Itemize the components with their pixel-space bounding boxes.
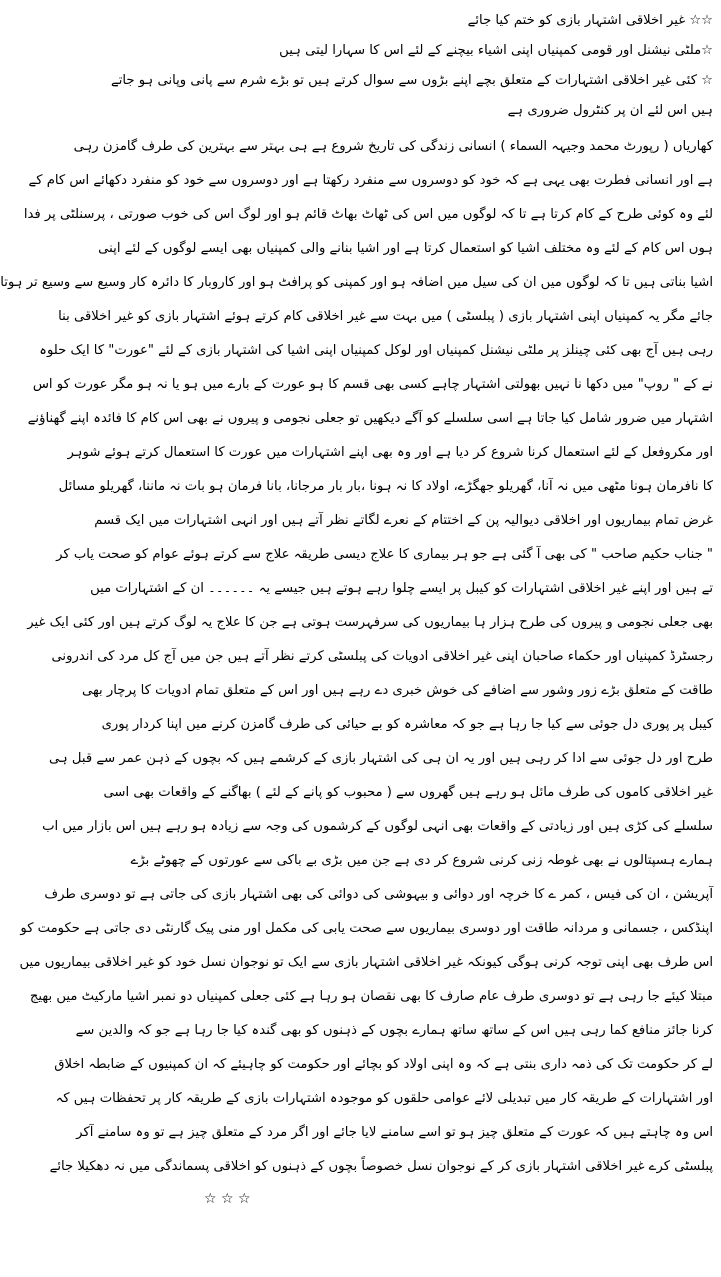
body-line: آپریشن ، ان کی فیس ، کمر ے کا خرچہ اور دوائی و بیہوشی کی دوائی کی بھی اشتہار بازی کی جاتی ہے تو دوسری طرف bbox=[44, 887, 713, 902]
body-line: غرض تمام بیماریوں اور اخلاقی دیوالیہ پن کے اختتام کے نعرے لگاتے نظر آتے ہیں اور انہی اشتہارات میں ایک قسم bbox=[94, 513, 713, 528]
body-line: رہی ہیں آج بھی کئی چینلز پر ملٹی نیشنل کمپنیاں اور لوکل کمپنیاں اپنی اشیا کی اشتہار بازی کے لئے "عورت" کا ایک حلوہ bbox=[39, 343, 713, 358]
body-line: ہوں اس کام کے لئے وہ مختلف اشیا کو استعمال کرتا ہے اور اشیا بنانے والی کمپنیاں بھی ایسے لوگوں کے لئے اپنی bbox=[98, 241, 713, 256]
body-line: طرح اور دل جوئی سے ادا کر رہی ہیں اور یہ ان ہی کی اشتہار بازی کے کرشمے ہیں کہ بچوں کے ذہن عمر سے قبل ہی bbox=[48, 751, 713, 766]
body-line: اس وہ چاہتے ہیں کہ عورت کے متعلق چیز ہو تو اسے سامنے لایا جائے اور اگر مرد کے متعلق چیز ہے تو وہ سامنے آکر bbox=[76, 1125, 713, 1140]
body-line: جائے مگر یہ کمپنیاں اپنی اشتہار بازی ( پبلسٹی ) میں بہت سے غیر اخلاقی کام کرتے ہوئے اشتہار بازی کو غیر اخلاقی بنا bbox=[58, 309, 713, 324]
body-line: اور اشتہارات کے طریقہ کار میں تبدیلی لائے عوامی حلقوں کو موجودہ اشتہارات بازی کے طریقہ کار پر تحفظات ہیں کہ bbox=[55, 1091, 713, 1106]
body-line: کرنا جائز منافع کما رہی ہیں اس کے ساتھ ساتھ ہمارے بچوں کے ذہنوں کو بھی گندہ کیا جا رہا ہے جو کہ والدین سے bbox=[75, 1023, 713, 1038]
body-line: نے کے " روپ" میں دکھا نا نہیں بھولتی اشتہار چاہے کسی بھی قسم کا ہو عورت کے بارے میں ہو یا نہ ہو مگر عورت کو اس bbox=[32, 377, 713, 392]
article-body bbox=[0, 130, 713, 1184]
headline-main: ☆☆ غیر اخلاقی اشتہار بازی کو ختم کیا جائے bbox=[467, 13, 713, 28]
body-line: ہے اور انسانی فطرت بھی یہی ہے کہ خود کو دوسروں سے منفرد رکھتا ہے اور دوسروں سے خود کو منفرد دکھائے اس کام کے bbox=[28, 173, 713, 188]
body-line: لے کر حکومت تک کی ذمہ داری بنتی ہے کہ وہ اپنی اولاد کو بچائے اور حکومت کو چاہیئے کہ ان کمپنیوں کے ضابطہ اخلاق bbox=[54, 1057, 713, 1072]
body-line: اشتہار میں ضرور شامل کیا جاتا ہے اسی سلسلے کو آگے دیکھیں تو جعلی نجومی و پیروں نے بھی اس کام کا فائدہ اپنے گھناؤنے bbox=[27, 411, 713, 426]
body-line: رجسٹرڈ کمپنیاں اور حکماء صاحبان اپنی غیر اخلاقی ادویات کی پبلسٹی کرتے نظر آتے ہیں جن میں آج کل مرد کی اندرونی bbox=[51, 649, 713, 664]
body-line: اور مکروفعل کے لئے استعمال کرنا شروع کر دیا ہے اور وہ بھی اپنے اشتہارات میں عورت کا استعمال کرتے ہوئے شوہر bbox=[67, 445, 713, 460]
headline-sub-2-continued: ہیں اس لئے ان پر کنٹرول ضروری ہے bbox=[507, 103, 713, 118]
body-line: ہمارے ہسپتالوں نے بھی غوطہ زنی کرنی شروع کر دی ہے جن میں بڑی بے باکی سے عورتوں کے چھوٹے بڑے bbox=[130, 853, 713, 868]
body-line: تے ہیں اور اپنے غیر اخلاقی اشتہارات کو کیبل پر ایسے چلوا رہے ہوتے ہیں جیسے یہ ۔۔۔۔۔۔ ان کے اشتہارات میں bbox=[90, 581, 713, 596]
headline-sub-1: ☆ملٹی نیشنل اور قومی کمپنیاں اپنی اشیاء بیچنے کے لئے اس کا سہارا لیتی ہیں bbox=[279, 43, 713, 58]
body-line: مبتلا کیئے جا رہی ہے تو دوسری طرف عام صارف کا بھی نقصان ہو رہا ہے کئی جعلی کمپنیاں دو نمبر اشیا مارکیٹ میں بھیج bbox=[29, 989, 713, 1004]
body-line: اشیا بناتی ہیں تا کہ لوگوں میں ان کی سیل میں اضافہ ہو اور کمپنی کو پرافٹ ہو اور کاروبار کا دائرہ کار وسیع سے وسیع تر ہوتا bbox=[0, 275, 713, 290]
body-line: کا نافرمان ہونا مٹھی میں نہ آنا، گھریلو جھگڑے، اولاد کا نہ ہونا ،بار بار مرجانا، بانا فرمان ہو بات نہ ماننا، گھریلو مسائل bbox=[58, 479, 713, 494]
body-line: بھی جعلی نجومی و پیروں کی طرح ہزار ہا بیماریوں کی سرفہرست ہوتی ہے جن کا علاج یہ لوگ کرتے ہیں اور کئی ایک غیر bbox=[27, 615, 713, 630]
body-line: غیر اخلاقی کاموں کی طرف مائل ہو رہے ہیں گھروں سے ( محبوب کو پانے کے لئے ) بھاگنے کے واقعات بھی اسی bbox=[103, 785, 713, 800]
article-headlines bbox=[110, 6, 713, 126]
body-line: پبلسٹی کرے غیر اخلاقی اشتہار بازی کر کے نوجوان نسل خصوصاً بچوں کے ذہنوں کو اخلاقی پسماندگی میں نہ دھکیلا جائے bbox=[49, 1159, 713, 1174]
body-line: سلسلے کی کڑی ہیں اور زیادتی کے واقعات بھی انہی لوگوں کے کرشموں کی وجہ سے زیادہ ہو رہے ہیں اس بازار میں اب bbox=[42, 819, 713, 834]
body-line: اس طرف بھی اپنی توجہ کرنی ہوگی کیونکہ غیر اخلاقی اشتہار بازی سے ایک تو نوجوان نسل خود کو غیر اخلاقی بیماریوں میں bbox=[19, 955, 713, 970]
body-line: اپنڈکس ، جسمانی و مردانہ طاقت اور دوسری بیماریوں سے صحت یابی کی مکمل اور منی پیک گارنٹی دی جاتی ہے حکومت کو bbox=[20, 921, 713, 936]
body-line: لئے وہ کوئی طرح کے کام کرتا ہے تا کہ لوگوں میں اس کی ٹھاٹ بھاٹ قائم ہو اور لوگ اس کی خوب صورتی ، پرسنلٹی پر فدا bbox=[23, 207, 713, 222]
body-line: " جناب حکیم صاحب " کی بھی آ گئی ہے جو ہر بیماری کا علاج دیسی طریقہ علاج سے کرتے ہوئے عوام کو صحت یاب کر bbox=[56, 547, 713, 562]
body-line: کھاریاں ( رپورٹ محمد وجیہہ السماء ) انسانی زندگی کی تاریخ شروع ہے ہی بہتر سے بہترین کی طرف گامزن رہی bbox=[73, 139, 713, 154]
closing-stars: ☆ ☆ ☆ bbox=[204, 1191, 251, 1207]
body-line: کیبل پر پوری دل جوئی سے کیا جا رہا ہے جو کہ معاشرہ کو بے حیائی کی طرف گامزن کرنے میں اپنا کردار پوری bbox=[101, 717, 713, 732]
headline-sub-2: ☆ کئی غیر اخلاقی اشتہارات کے متعلق بچے اپنے بڑوں سے سوال کرتے ہیں تو بڑے شرم سے پانی وپانی ہو جاتے bbox=[110, 73, 713, 88]
body-line: طاقت کے متعلق بڑے زور وشور سے اضافے کی خوش خبری دے رہے ہیں اور اس کے متعلق تمام ادویات کا پرچار بھی bbox=[81, 683, 713, 698]
